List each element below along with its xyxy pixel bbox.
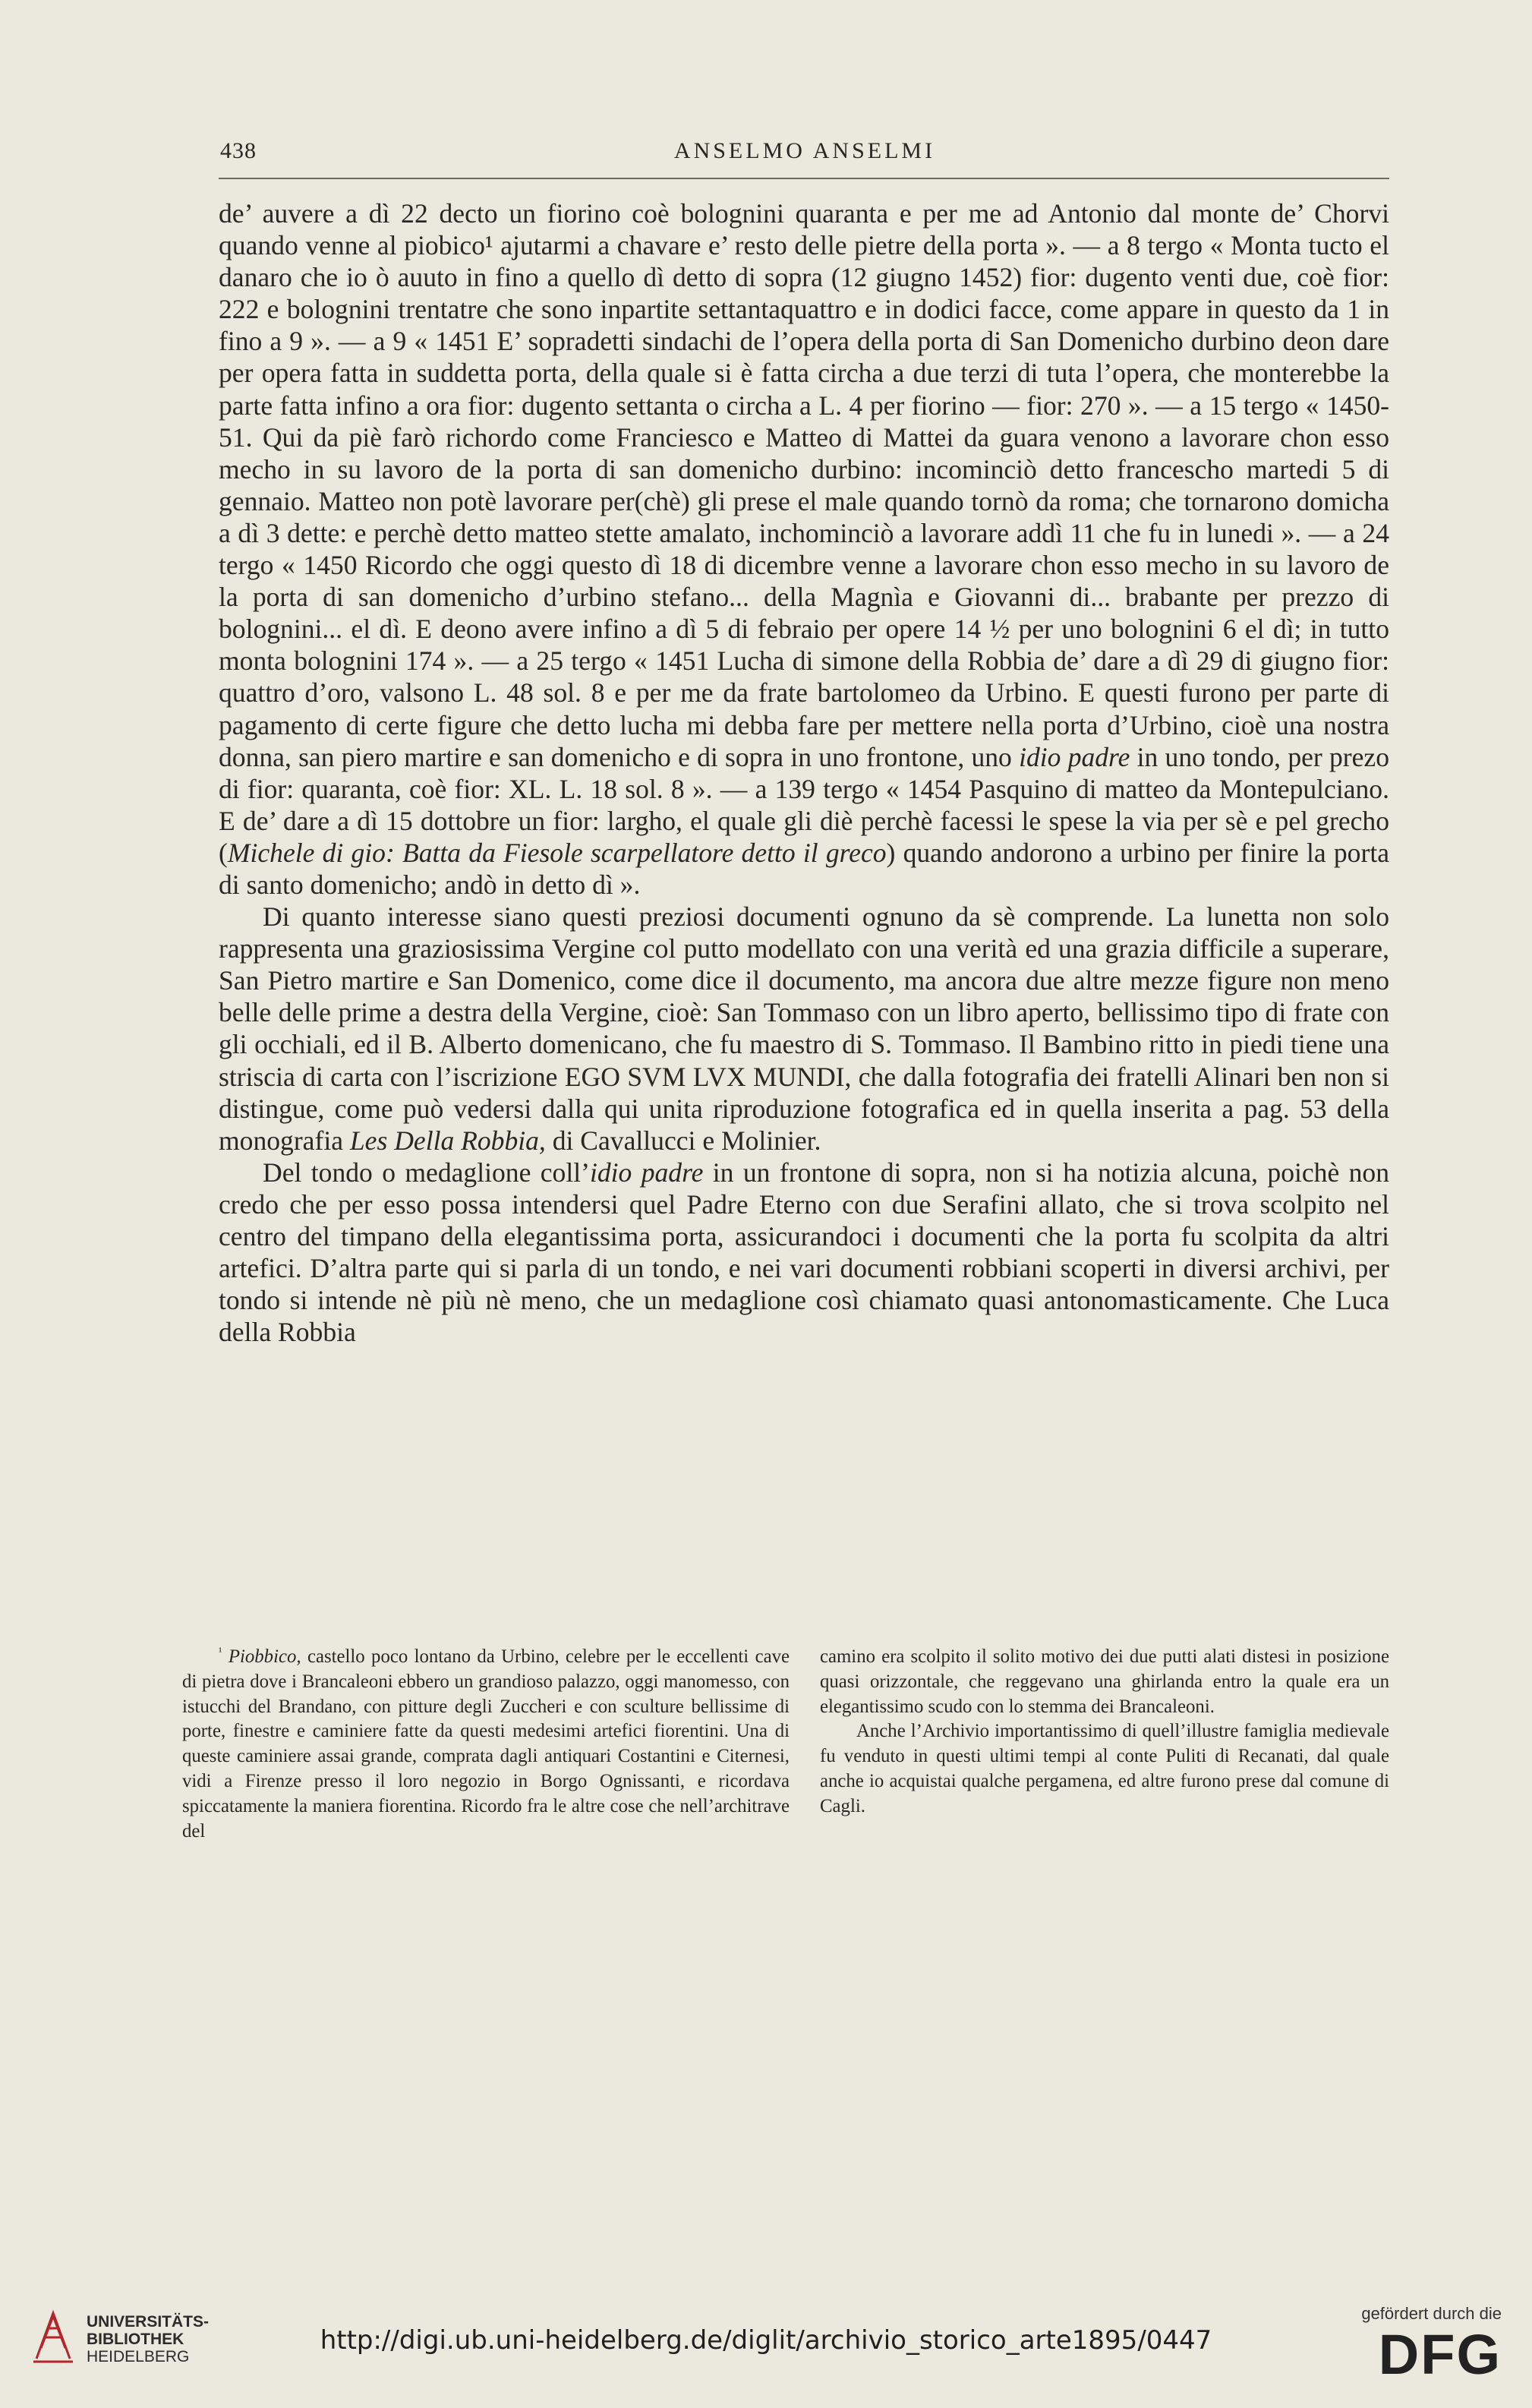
paragraph-medallion: Del tondo o medaglione coll’idio padre in un frontone di sopra, non si ha notizia alcuna, poichè non credo che per esso possa intendersi quel Padre Eterno con due Serafini allato, che si trova scolpito nel centro del timpano della elegantissima porta, assicurandoci i documenti che la porta fu scolpita da altri artefici. D’altra parte qui si parla di un tondo, e nei vari documenti robbiani scoperti in diversi archivi, per tondo si intende nè più nè meno, che un medaglione così chiamato quasi antonomasticamente. Che Luca della Robbia: [219, 1157, 1389, 1348]
paragraph-lunette: Di quanto interesse siano questi preziosi documenti ognuno da sè comprende. La lunetta non solo rappresenta una graziosissima Vergine col putto modellato con una verità ed una grazia difficile a superare, San Pietro martire e San Domenico, come dice il documento, ma ancora due altre mezze figure non meno belle delle prime a destra della Vergine, cioè: San Tommaso con un libro aperto, bellissimo tipo di frate con gli occhiali, ed il B. Alberto domenicano, che fu maestro di S. Tommaso. Il Bambino ritto in piedi tiene una striscia di carta con l’iscrizione EGO SVM LVX MUNDI, che dalla fotografia dei fratelli Alinari ben non si distingue, come può vedersi dalla qui unita riproduzione fotografica ed in quella inserita a pag. 53 della monografia Les Della Robbia, di Cavallucci e Molinier.: [219, 901, 1389, 1156]
source-url-link[interactable]: http://digi.ub.uni-heidelberg.de/diglit/archivio_storico_arte1895/0447: [320, 2325, 1212, 2356]
page-number: 438: [220, 138, 257, 163]
sponsor-caption: gefördert durch die: [1361, 2304, 1502, 2323]
paragraph-quoted-documents: de’ auvere a dì 22 decto un fiorino coè bolognini quaranta e per me ad Antonio dal monte de’ Chorvi quando venne al piobico¹ ajutarmi a chavare e’ resto delle pietre della porta ». — a 8 tergo « Monta tucto el danaro che io ò auuto in fino a quello dì detto di sopra (12 giugno 1452) fior: dugento venti due, coè fior: 222 e bolognini trentatre che sono inpartite settantaquattro e in dodici facce, come appare in questo da 1 in fino a 9 ». — a 9 « 1451 E’ sopradetti sindachi de l’opera della porta di San Domenicho durbino deon dare per opera fatta in suddetta porta, della quale si è fatta circha a due terzi di tuta l’opera, che monterebbe la parte fatta infino a ora fior: dugento settanta o circha a L. 4 per fiorino — fior: 270 ». — a 15 tergo « 1450-51. Qui da piè farò richordo come Franciesco e Matteo di Mattei da guara venono a lavorare chon esso mecho in su lavoro de la porta di san domenicho durbino: incominciò detto francescho martedi 5 di gennaio. Matteo non potè lavorare per(chè) gli prese el male quando tornò da roma; che tornarono domicha a dì 3 dette: e perchè detto matteo stette amalato, inchominciò a lavorare addì 11 che fu in lunedi ». — a 24 tergo « 1450 Ricordo che oggi questo dì 18 di dicembre venne a lavorare chon esso mecho in su lavoro de la porta di san domenicho d’urbino stefano... della Magnìa e Giovanni di... brabante per prezzo di bolognini... el dì. E deono avere infino a dì 5 di febraio per opere 14 ½ per uno bolognini 6 el dì; in tutto monta bolognini 174 ». — a 25 tergo « 1451 Lucha di simone della Robbia de’ dare a dì 29 di giugno fior: quattro d’oro, valsono L. 48 sol. 8 e per me da frate bartolomeo da Urbino. E questi furono per parte di pagamento di certe figure che detto lucha mi debba fare per mettere nella porta d’Urbino, cioè una nostra donna, san piero martire e san domenicho e di sopra in uno frontone, uno idio padre in uno tondo, per prezo di fior: quaranta, coè fior: XL. L. 18 sol. 8 ». — a 139 tergo « 1454 Pasquino di matteo da Montepulciano. E de’ dare a dì 15 dottobre un fior: largho, el quale gli diè perchè facessi le spese la via per sè e pel grecho (Michele di gio: Batta da Fiesole scarpellatore detto il greco) quando andorono a urbino per finire la porta di santo domenicho; andò in detto dì ».: [219, 198, 1389, 900]
footnote-column-left: [182, 1645, 790, 1844]
footnote-1: $^{^1}$ Piobbico, castello poco lontano da Urbino, celebre per le eccellenti cave di pietra dove i Brancaleoni ebbero un grandioso palazzo, oggi manomesso, con istucchi del Brandano, con pitture degli Zuccheri e con sculture bellissime di porte, finestre e caminiere fatte da questi medesimi artefici fiorentini. Una di queste caminiere assai grande, comprata dagli antiquari Costantini e Citernesi, vidi a Firenze presso il loro negozio in Borgo Ognissanti, e ricordava spiccatamente la maniera fiorentina. Ricordo fra le altre cose che nell’architrave del: [182, 1646, 790, 1842]
footnote-1-continued: camino era scolpito il solito motivo dei due putti alati distesi in posizione quasi orizzontale, che reggevano una ghirlanda entro la quale era un elegantissimo scudo con lo stemma dei Brancaleoni.: [820, 1646, 1389, 1717]
library-name-line2: BIBLIOTHEK: [87, 2331, 184, 2348]
main-text: [219, 197, 1389, 1348]
header-divider: [219, 178, 1389, 179]
dfg-wordmark: DFG: [1378, 2323, 1502, 2386]
library-name-line3: HEIDELBERG: [87, 2348, 190, 2365]
running-title: ANSELMO ANSELMI: [673, 138, 936, 163]
digitization-footer: [0, 2301, 1532, 2408]
footnote-column-right: [820, 1645, 1389, 1844]
footnotes: [182, 1645, 1389, 1844]
page-header: [220, 138, 1389, 176]
library-name-line1: UNIVERSITÄTS-: [87, 2313, 210, 2331]
footnote-1-archive: Anche l’Archivio importantissimo di quell’illustre famiglia medievale fu venduto in questi ultimi tempi al conte Puliti di Recanati, dal quale anche io acquistai qualche pergamena, ed altre furono prese dal comune di Cagli.: [820, 1721, 1389, 1816]
dfg-logo[interactable]: [1335, 2301, 1509, 2392]
